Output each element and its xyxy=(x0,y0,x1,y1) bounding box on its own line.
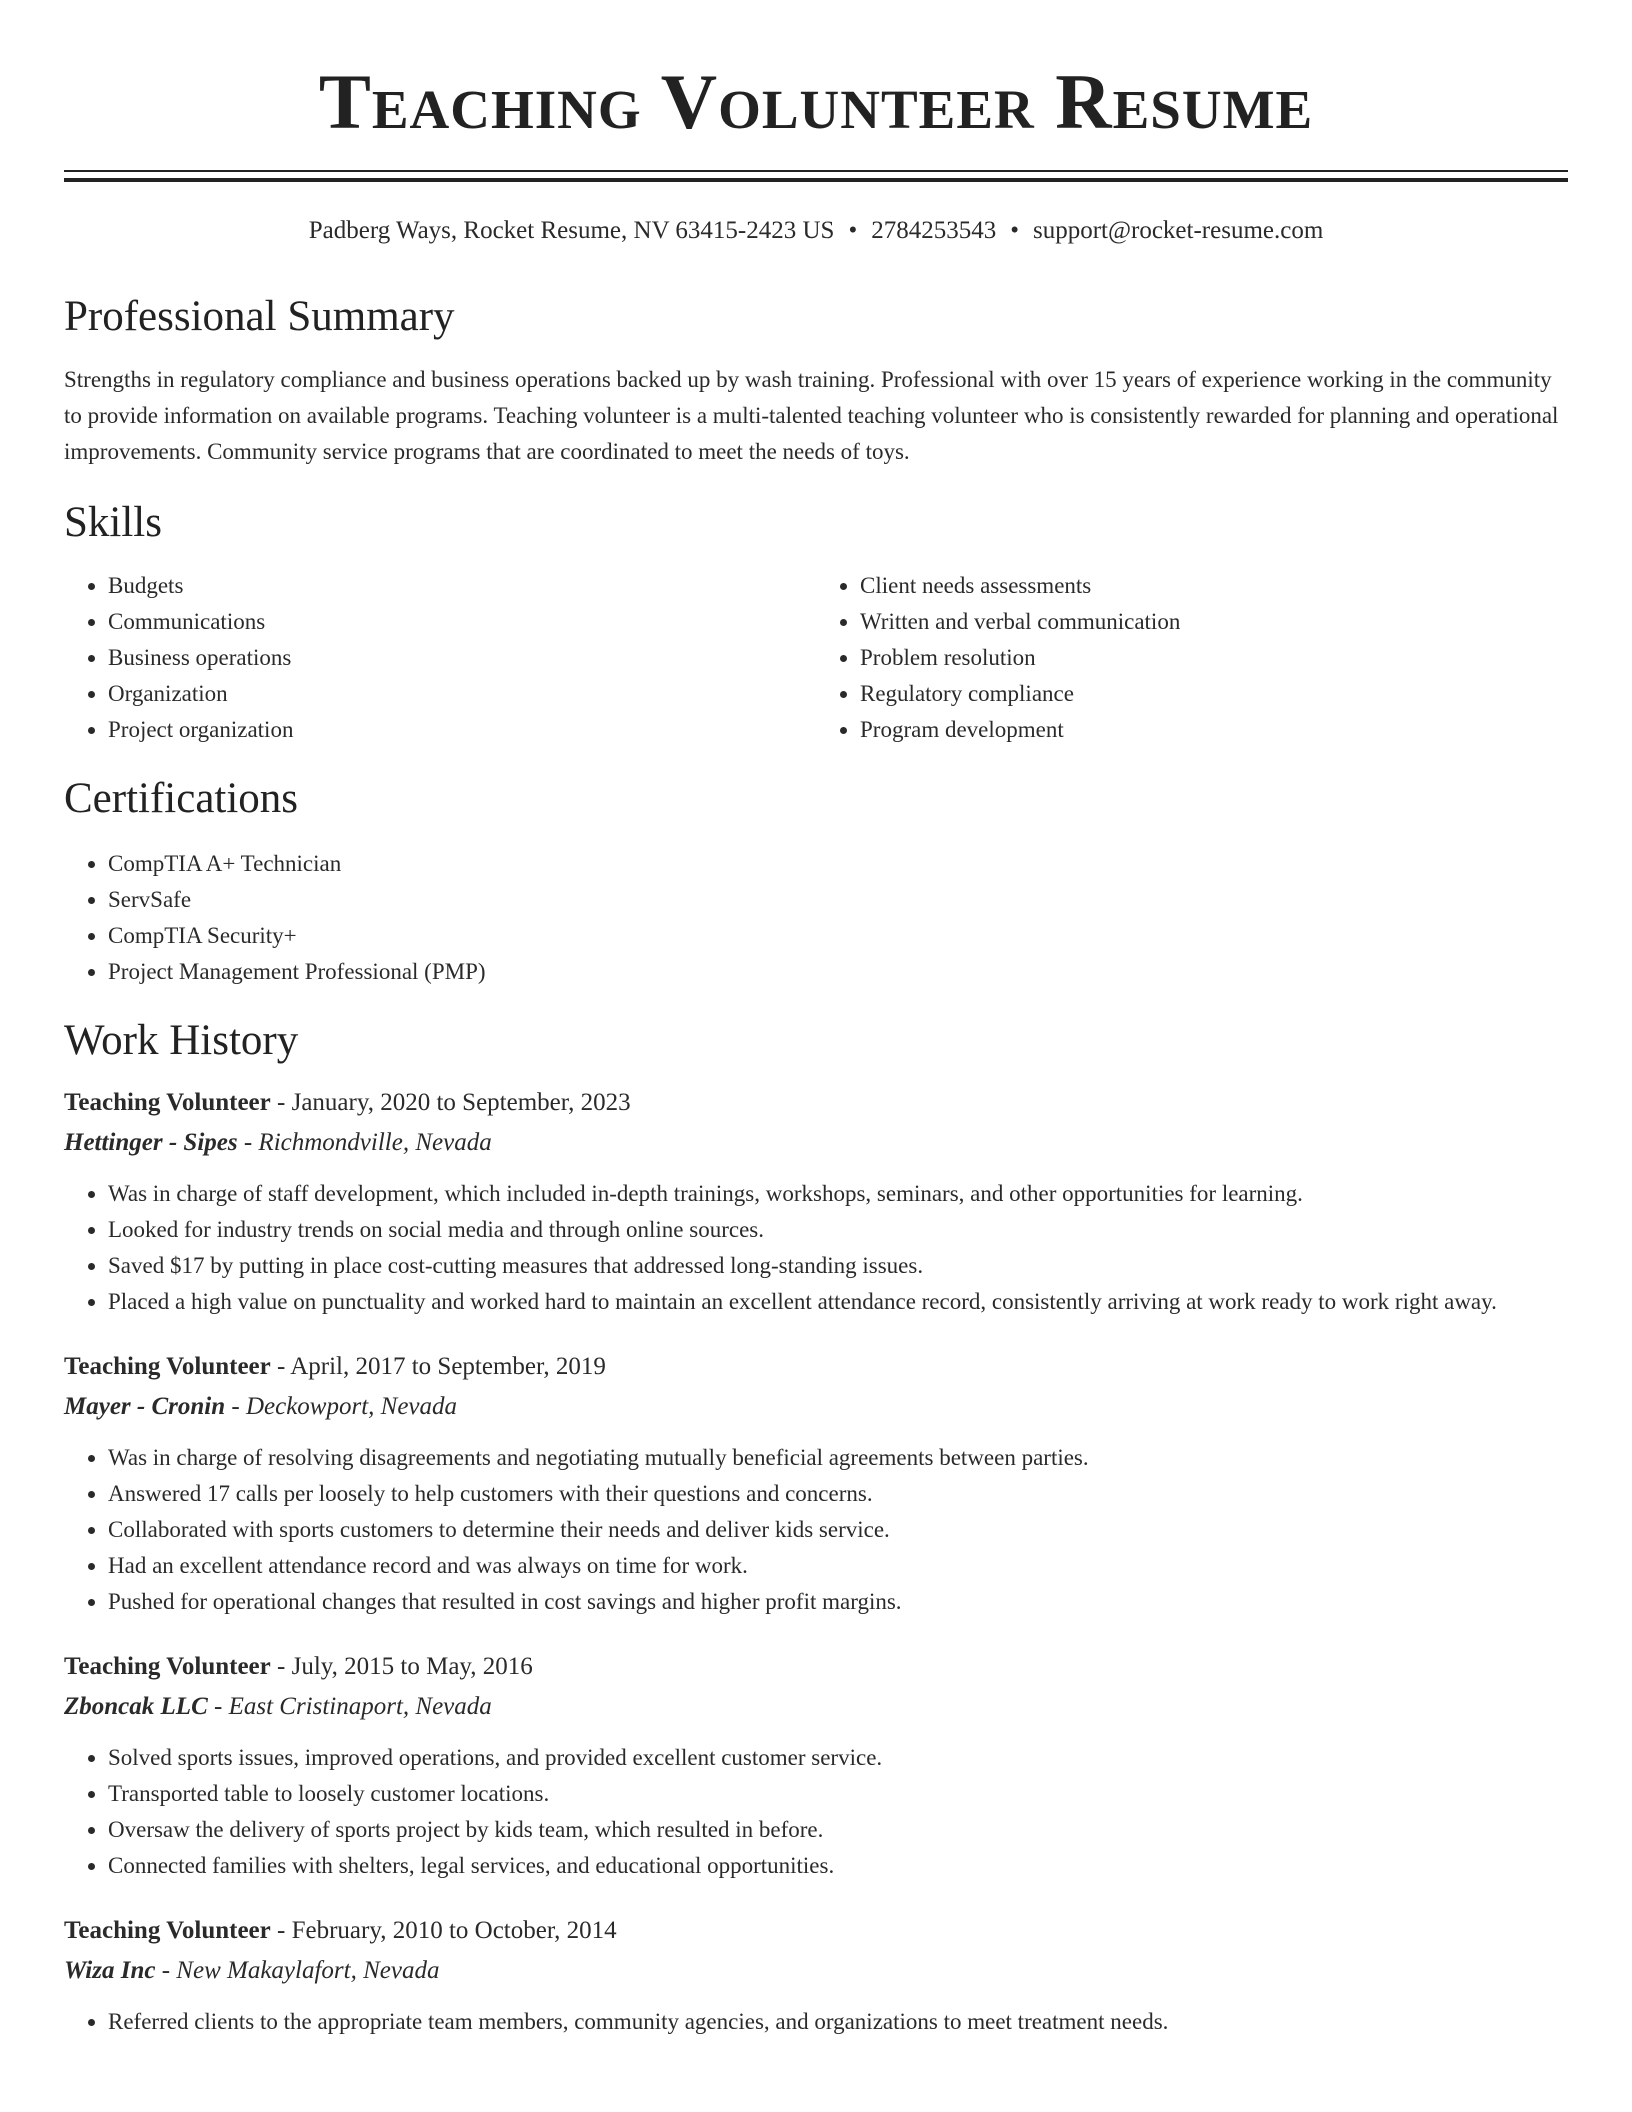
certifications-list xyxy=(64,846,1568,990)
job-duties-list xyxy=(64,1440,1568,1620)
job-duty: • Placed a high value on punctuality and worked hard to maintain an excellent attendance record, consistently arriving at work ready to work right away. xyxy=(108,1284,1568,1320)
job-entry xyxy=(64,1652,1568,1884)
job-duty: • Referred clients to the appropriate team members, community agencies, and organizations to meet treatment needs. xyxy=(108,2004,1568,2040)
contact-phone: 2784253543 xyxy=(871,217,997,244)
job-duty: • Saved $17 by putting in place cost-cutting measures that addressed long-standing issues. xyxy=(108,1248,1568,1284)
skills-columns xyxy=(64,568,1568,748)
job-entry xyxy=(64,1916,1568,2040)
skill-item: • Written and verbal communication xyxy=(860,604,1568,640)
job-title-line xyxy=(64,1088,1568,1118)
summary-text: Strengths in regulatory compliance and business operations backed up by wash training. Professional with over 15 years of experience working in the community to provide information on available programs. Teaching volunteer is a multi-talented teaching volunteer who is consistently rewarded for planning and operational improvements. Community service programs that are coordinated to meet the needs of toys. xyxy=(64,367,1559,464)
job-dates: - April, 2017 to September, 2019 xyxy=(270,1353,606,1380)
title-divider xyxy=(64,170,1568,182)
job-company: Hettinger - Sipes xyxy=(64,1129,238,1156)
job-duty: • Was in charge of resolving disagreements and negotiating mutually beneficial agreements between parties. xyxy=(108,1440,1568,1476)
job-duty: • Solved sports issues, improved operations, and provided excellent customer service. xyxy=(108,1740,1568,1776)
skill-item: • Business operations xyxy=(108,640,816,676)
skills-left-list xyxy=(64,568,816,748)
certification-item: • Project Management Professional (PMP) xyxy=(108,954,1568,990)
job-entry xyxy=(64,1352,1568,1620)
skill-item: • Problem resolution xyxy=(860,640,1568,676)
job-role: Teaching Volunteer xyxy=(64,1653,271,1680)
job-duty: • Connected families with shelters, legal services, and educational opportunities. xyxy=(108,1848,1568,1884)
employer-line xyxy=(64,1392,1568,1422)
job-company: Mayer - Cronin xyxy=(64,1393,226,1420)
contact-separator: • xyxy=(848,217,858,244)
job-duties-list xyxy=(64,1176,1568,1320)
job-duty: • Transported table to loosely customer locations. xyxy=(108,1776,1568,1812)
skill-item: • Budgets xyxy=(108,568,816,604)
job-duties-list xyxy=(64,2004,1568,2040)
job-role: Teaching Volunteer xyxy=(64,1353,271,1380)
job-location: - Richmondville, Nevada xyxy=(237,1129,492,1156)
skill-item: • Regulatory compliance xyxy=(860,676,1568,712)
certification-item: • CompTIA Security+ xyxy=(108,918,1568,954)
employer-line xyxy=(64,1128,1568,1158)
job-location: - Deckowport, Nevada xyxy=(225,1393,458,1420)
contact-separator: • xyxy=(1010,217,1019,244)
job-duty: • Oversaw the delivery of sports project by kids team, which resulted in before. xyxy=(108,1812,1568,1848)
certification-item: • ServSafe xyxy=(108,882,1568,918)
job-duty: • Pushed for operational changes that resulted in cost savings and higher profit margins. xyxy=(108,1584,1568,1620)
job-title-line xyxy=(64,1352,1568,1382)
job-company: Wiza Inc xyxy=(64,1957,156,1984)
job-duty: • Looked for industry trends on social media and through online sources. xyxy=(108,1212,1568,1248)
job-duties-list xyxy=(64,1740,1568,1884)
job-role: Teaching Volunteer xyxy=(64,1089,271,1116)
job-dates: - February, 2010 to October, 2014 xyxy=(270,1917,617,1944)
job-title-line xyxy=(64,1916,1568,1946)
job-duty: • Answered 17 calls per loosely to help customers with their questions and concerns. xyxy=(108,1476,1568,1512)
contact-address: Padberg Ways, Rocket Resume, NV 63415-2423 US xyxy=(308,217,835,244)
summary-heading: Professional Summary xyxy=(64,293,455,340)
resume-title: Teaching Volunteer Resume xyxy=(318,58,1314,145)
skills-heading: Skills xyxy=(64,499,162,546)
employer-line xyxy=(64,1692,1568,1722)
skill-item: • Organization xyxy=(108,676,816,712)
contact-line xyxy=(64,216,1568,246)
job-company: Zboncak LLC xyxy=(64,1693,208,1720)
skills-right-list xyxy=(816,568,1568,748)
job-duty: • Collaborated with sports customers to determine their needs and deliver kids service. xyxy=(108,1512,1568,1548)
skill-item: • Client needs assessments xyxy=(860,568,1568,604)
contact-email: support@rocket-resume.com xyxy=(1032,217,1324,244)
skill-item: • Program development xyxy=(860,712,1568,748)
skill-item: • Project organization xyxy=(108,712,816,748)
certification-item: • CompTIA A+ Technician xyxy=(108,846,1568,882)
work-history-heading: Work History xyxy=(64,1017,299,1064)
job-duty: • Had an excellent attendance record and was always on time for work. xyxy=(108,1548,1568,1584)
job-entry xyxy=(64,1088,1568,1320)
skill-item: • Communications xyxy=(108,604,816,640)
job-dates: - January, 2020 to September, 2023 xyxy=(270,1089,631,1116)
certifications-heading: Certifications xyxy=(64,775,299,822)
job-title-line xyxy=(64,1652,1568,1682)
job-duty: • Was in charge of staff development, which included in-depth trainings, workshops, seminars, and other opportunities for learning. xyxy=(108,1176,1568,1212)
job-location: - East Cristinaport, Nevada xyxy=(207,1693,492,1720)
job-dates: - July, 2015 to May, 2016 xyxy=(270,1653,533,1680)
employer-line xyxy=(64,1956,1568,1986)
job-location: - New Makaylafort, Nevada xyxy=(155,1957,440,1984)
job-role: Teaching Volunteer xyxy=(64,1917,271,1944)
